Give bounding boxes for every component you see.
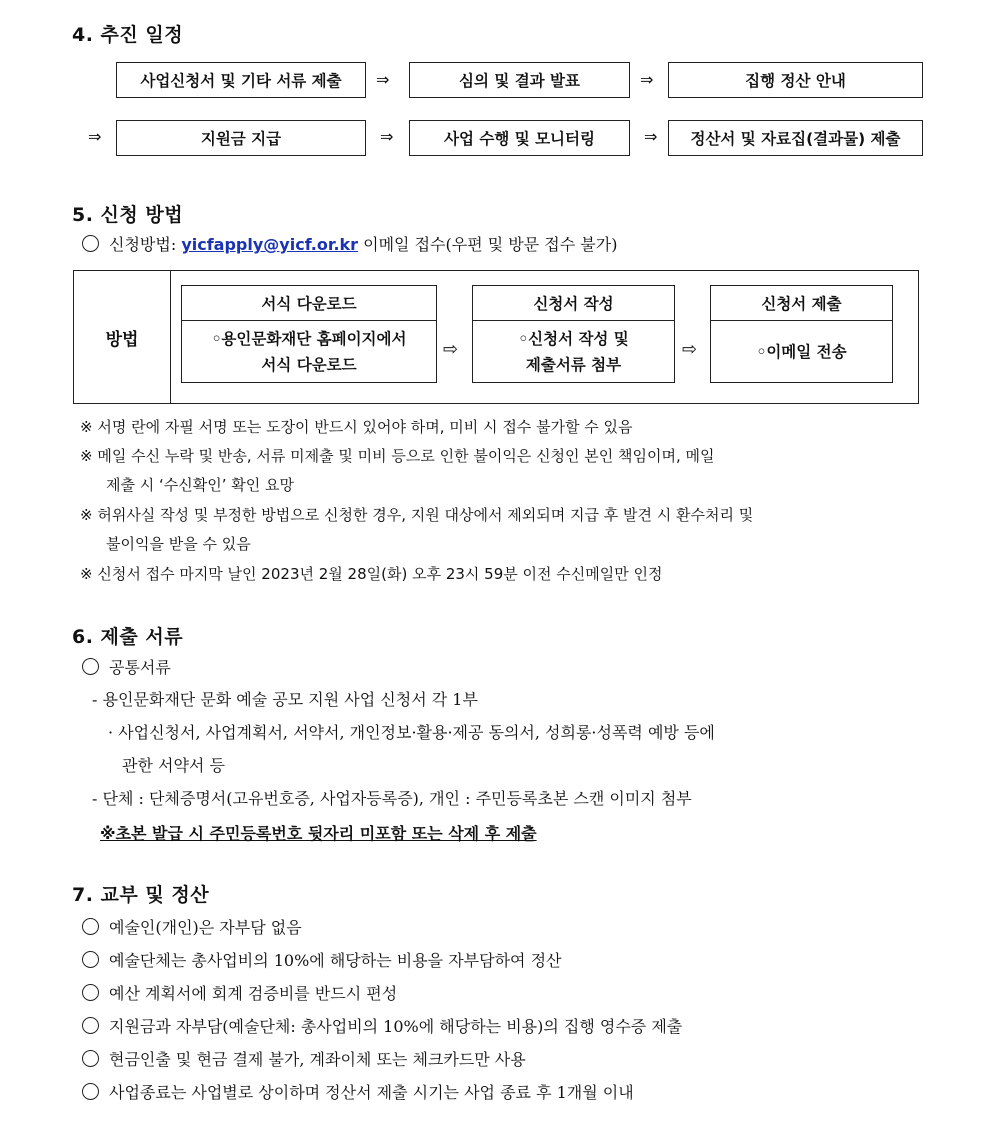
settlement-item-text: 예술인(개인)은 자부담 없음 (109, 918, 302, 937)
method-step-body (182, 321, 436, 382)
method-table-label: 방법 (74, 271, 171, 403)
method-step-body-line: 제출서류 첨부 (525, 355, 622, 374)
docs-line: · 사업신청서, 사업계획서, 서약서, 개인정보·활용·제공 동의서, 성희롱·성폭력 예방 등에 (108, 723, 715, 742)
apply-method-line (82, 233, 617, 257)
method-arrow-icon: ⇨ (682, 339, 698, 360)
schedule-arrow: ⇒ (376, 70, 390, 89)
bullet-circle-icon (82, 1050, 99, 1067)
settlement-item-text: 현금인출 및 현금 결제 불가, 계좌이체 또는 체크카드만 사용 (109, 1050, 526, 1069)
method-step-body-line: 서식 다운로드 (261, 355, 357, 374)
method-arrow-icon: ⇨ (443, 339, 459, 360)
schedule-arrow: ⇒ (640, 70, 654, 89)
schedule-arrow: ⇒ (644, 127, 658, 146)
settlement-item (82, 916, 302, 940)
bullet-circle-icon (82, 1017, 99, 1034)
method-step-write (472, 285, 675, 383)
method-step-head: 서식 다운로드 (182, 286, 436, 321)
schedule-arrow: ⇒ (88, 127, 102, 146)
apply-method-suffix: 이메일 접수(우편 및 방문 접수 불가) (358, 235, 618, 254)
settlement-item (82, 949, 561, 973)
method-step-body-line: ◦용인문화재단 홈페이지에서 (211, 329, 407, 348)
method-step-body (473, 321, 674, 382)
bullet-circle-icon (82, 1083, 99, 1100)
method-step-head: 신청서 제출 (711, 286, 892, 321)
common-docs-line (82, 656, 171, 680)
method-step-body-line: ◦이메일 전송 (756, 342, 847, 361)
settlement-item (82, 1015, 682, 1039)
note-line: 제출 시 ‘수신확인’ 확인 요망 (106, 476, 294, 494)
method-table (73, 270, 919, 404)
docs-line: - 단체 : 단체증명서(고유번호증, 사업자등록증), 개인 : 주민등록초본 스캔 이미지 첨부 (92, 789, 692, 808)
note-line: 불이익을 받을 수 있음 (106, 535, 251, 553)
note-line: ※ 신청서 접수 마지막 날인 2023년 2월 28일(화) 오후 23시 59분 이전 수신메일만 인정 (80, 565, 663, 583)
bullet-circle-icon (82, 658, 99, 675)
note-line: ※ 서명 란에 자필 서명 또는 도장이 반드시 있어야 하며, 미비 시 접수 불가할 수 있음 (80, 418, 633, 436)
common-docs-label: 공통서류 (109, 658, 171, 677)
settlement-item (82, 1081, 634, 1105)
section-4-title: 4. 추진 일정 (72, 24, 184, 46)
schedule-step-3: 집행 정산 안내 (668, 62, 923, 98)
bullet-circle-icon (82, 984, 99, 1001)
schedule-step-5: 사업 수행 및 모니터링 (409, 120, 630, 156)
note-line: ※ 허위사실 작성 및 부정한 방법으로 신청한 경우, 지원 대상에서 제외되며 지급 후 발견 시 환수처리 및 (80, 506, 754, 524)
settlement-item-text: 지원금과 자부담(예술단체: 총사업비의 10%에 해당하는 비용)의 집행 영수증 제출 (109, 1017, 683, 1036)
section-5-title: 5. 신청 방법 (72, 204, 184, 226)
section-6-title: 6. 제출 서류 (72, 626, 184, 648)
settlement-item (82, 1048, 526, 1072)
bullet-circle-icon (82, 235, 99, 252)
bullet-circle-icon (82, 918, 99, 935)
schedule-arrow: ⇒ (380, 127, 394, 146)
schedule-step-2: 심의 및 결과 발표 (409, 62, 630, 98)
settlement-item-text: 예술단체는 총사업비의 10%에 해당하는 비용을 자부담하여 정산 (109, 951, 562, 970)
docs-line: 관한 서약서 등 (122, 756, 225, 775)
method-step-submit (710, 285, 893, 383)
settlement-item-text: 예산 계획서에 회계 검증비를 반드시 편성 (109, 984, 398, 1003)
schedule-step-1: 사업신청서 및 기타 서류 제출 (116, 62, 366, 98)
schedule-step-4: 지원금 지급 (116, 120, 366, 156)
schedule-step-6: 정산서 및 자료집(결과물) 제출 (668, 120, 923, 156)
docs-line: - 용인문화재단 문화 예술 공모 지원 사업 신청서 각 1부 (92, 690, 478, 709)
apply-method-prefix: 신청방법: (109, 235, 182, 254)
method-step-body (711, 321, 892, 382)
method-step-download (181, 285, 437, 383)
settlement-item (82, 982, 397, 1006)
method-step-head: 신청서 작성 (473, 286, 674, 321)
apply-email-link[interactable]: yicfapply@yicf.or.kr (181, 235, 359, 254)
note-line: ※ 메일 수신 누락 및 반송, 서류 미제출 및 미비 등으로 인한 불이익은 신청인 본인 책임이며, 메일 (80, 447, 715, 465)
warning-note: ※초본 발급 시 주민등록번호 뒷자리 미포함 또는 삭제 후 제출 (100, 824, 537, 843)
settlement-item-text: 사업종료는 사업별로 상이하며 정산서 제출 시기는 사업 종료 후 1개월 이내 (109, 1083, 634, 1102)
method-step-body-line: ◦신청서 작성 및 (518, 329, 629, 348)
section-7-title: 7. 교부 및 정산 (72, 884, 210, 906)
bullet-circle-icon (82, 951, 99, 968)
